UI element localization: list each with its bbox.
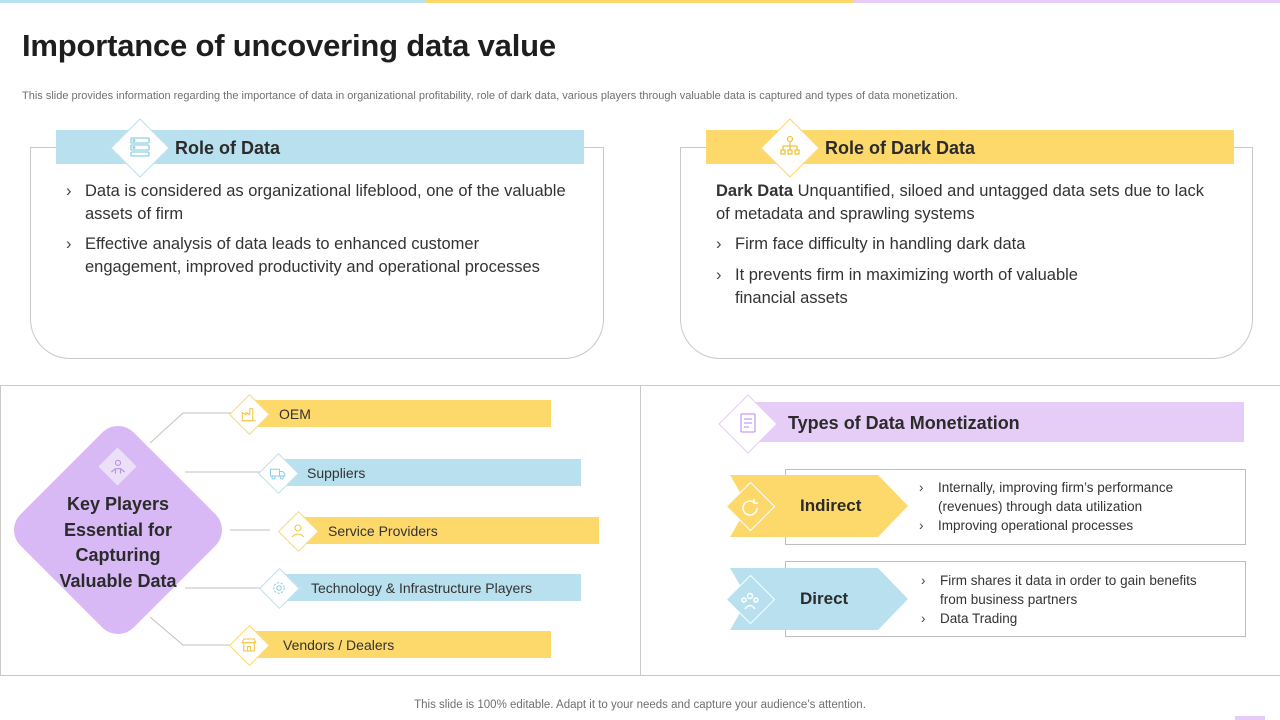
people-icon (738, 589, 762, 613)
store-icon (240, 636, 258, 654)
gear-icon (270, 579, 288, 597)
direct-bullet-1: › Firm shares it data in order to gain benefits from business partners (921, 573, 1197, 607)
chevron-right-icon: › (66, 182, 72, 200)
player-label-technology: Technology & Infrastructure Players (311, 580, 532, 596)
factory-icon (240, 405, 258, 423)
truck-icon (269, 464, 287, 482)
top-strip-purple (854, 0, 1280, 3)
player-label-service-providers: Service Providers (328, 523, 438, 539)
key-players-heading: Key Players Essential for Capturing Valuable Data (59, 494, 177, 591)
chevron-right-icon: › (716, 266, 722, 284)
player-label-suppliers: Suppliers (307, 465, 366, 481)
top-strip-yellow (426, 0, 854, 3)
indirect-bullet-1: › Internally, improving firm’s performance (revenues) through data utilization (919, 480, 1174, 514)
dark-data-bullet-2: › It prevents firm in maximizing worth of valuable financial assets (716, 266, 1078, 307)
bottom-panel-left-border (0, 385, 1, 676)
bottom-panel-divider (640, 385, 641, 676)
hand-icon (108, 457, 128, 477)
server-icon (128, 135, 152, 159)
dark-data-bullet-1: › Firm face difficulty in handling dark data (716, 233, 1206, 256)
player-label-oem: OEM (279, 406, 311, 422)
footer-note: This slide is 100% editable. Adapt it to your needs and capture your audience’s attention. (414, 699, 866, 711)
page-title: Importance of uncovering data value (22, 28, 556, 63)
chevron-right-icon: › (921, 611, 926, 626)
refresh-icon (738, 496, 762, 520)
direct-label: Direct (800, 589, 849, 608)
indirect-bullet-2: › Improving operational processes (919, 518, 1134, 533)
corner-accent (1235, 716, 1265, 720)
document-icon (736, 411, 760, 435)
direct-bullet-2: › Data Trading (921, 611, 1018, 626)
role-of-data-bullet-1: › Data is considered as organizational lifeblood, one of the valuable assets of firm (66, 182, 566, 223)
service-icon (289, 522, 307, 540)
chevron-right-icon: › (66, 235, 72, 253)
player-label-vendors: Vendors / Dealers (283, 637, 395, 653)
chevron-right-icon: › (716, 235, 722, 253)
indirect-label: Indirect (800, 496, 862, 515)
network-icon (778, 135, 802, 159)
dark-data-definition: Dark Data Unquantified, siloed and untagged data sets due to lack of metadata and sprawling systems (716, 182, 1205, 223)
role-of-data-bullet-2: › Effective analysis of data leads to enhanced customer engagement, improved productivity and operational processes (66, 235, 540, 276)
chevron-right-icon: › (919, 480, 924, 495)
top-strip-blue (0, 0, 426, 3)
chevron-right-icon: › (919, 518, 924, 533)
page-subtitle: This slide provides information regarding the importance of data in organizational profitability, role of dark data, various players through valuable data is captured and types of data monetization. (22, 90, 958, 102)
role-of-dark-data-heading: Role of Dark Data (825, 138, 976, 158)
role-of-data-heading: Role of Data (175, 138, 281, 158)
chevron-right-icon: › (921, 573, 926, 588)
monetization-heading: Types of Data Monetization (788, 413, 1020, 433)
